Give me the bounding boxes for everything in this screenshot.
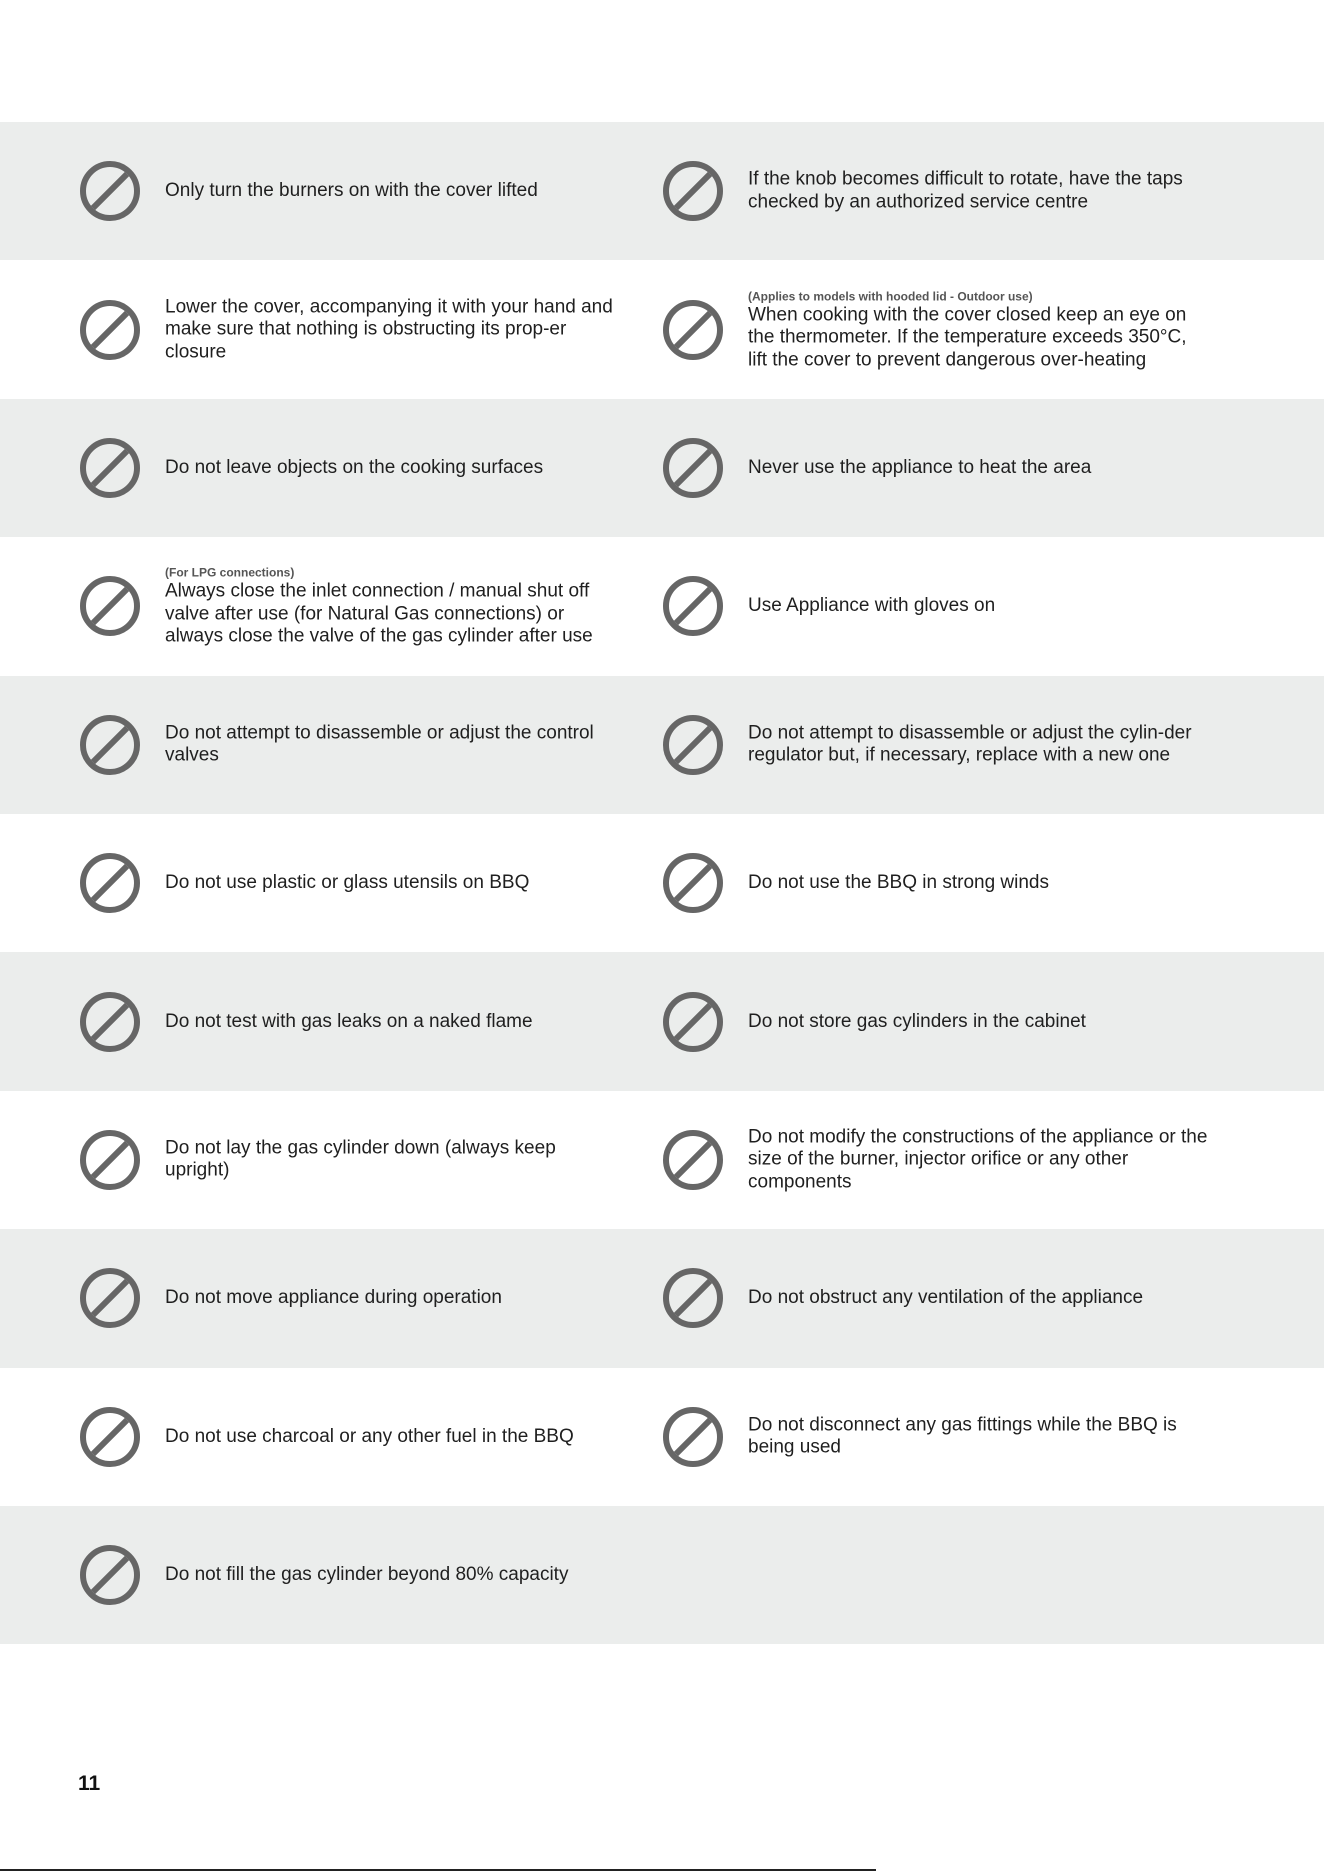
warning-text: Do not use charcoal or any other fuel in the BBQ [165,1425,574,1447]
warning-item [662,1091,1324,1229]
warning-text-block [165,1010,625,1033]
warning-text: Do not test with gas leaks on a naked flame [165,1010,533,1032]
warning-text-block [748,1287,1208,1310]
warning-text: Never use the appliance to heat the area [748,456,1092,478]
warning-text-block [748,1414,1208,1459]
warning-item [0,952,660,1090]
warning-row [0,1506,1324,1644]
warning-item [662,952,1324,1090]
warning-text: Do not store gas cylinders in the cabinet [748,1010,1086,1032]
warning-item [662,814,1324,952]
warning-text-block [748,1126,1208,1194]
warning-row [0,814,1324,952]
warning-text-block [165,1564,625,1587]
warning-text-block [165,296,625,364]
prohibition-icon [662,160,724,222]
warning-row [0,399,1324,537]
warning-item [0,399,660,537]
warning-row [0,122,1324,260]
prohibition-icon [79,1544,141,1606]
warning-item [662,260,1324,398]
warning-text-block [165,565,625,649]
prohibition-icon [662,1267,724,1329]
warning-text-block [748,595,1208,618]
prohibition-icon [79,1129,141,1191]
prohibition-icon [662,852,724,914]
warning-text: If the knob becomes difficult to rotate, have the taps checked by an authorized service centre [748,168,1183,213]
warning-text-block [165,1425,625,1448]
warning-item [0,122,660,260]
prohibition-icon [662,714,724,776]
warning-text-block [165,1137,625,1182]
prohibition-icon [79,437,141,499]
warning-note: (Applies to models with hooded lid - Outdoor use) [748,288,1033,303]
warning-item [0,676,660,814]
warning-row [0,1229,1324,1367]
warning-text: Do not attempt to disassemble or adjust the cylin-der regulator but, if necessary, replace with a new one [748,722,1192,766]
warning-text: Do not leave objects on the cooking surfaces [165,456,544,478]
prohibition-icon [79,575,141,637]
warning-text: Use Appliance with gloves on [748,595,996,617]
prohibition-icon [79,299,141,361]
warning-text: Do not modify the constructions of the appliance or the size of the burner, injector orifice or any other components [748,1126,1208,1193]
warning-text: Always close the inlet connection / manual shut off valve after use (for Natural Gas connections) or always close the valve of the gas cylinder after use [165,580,593,647]
warning-item [0,260,660,398]
warning-item [662,537,1324,675]
prohibition-icon [79,714,141,776]
warning-text-block [165,180,625,203]
warning-item [662,1229,1324,1367]
warning-text: When cooking with the cover closed keep an eye on the thermometer. If the temperature exceeds 350°C, lift the cover to prevent dangerous over-heating [748,303,1187,370]
warning-row [0,1368,1324,1506]
prohibition-icon [662,1129,724,1191]
warning-row [0,676,1324,814]
warning-text: Do not move appliance during operation [165,1287,502,1309]
warning-text: Only turn the burners on with the cover lifted [165,179,538,201]
warning-item [0,1229,660,1367]
warning-text: Do not use the BBQ in strong winds [748,871,1049,893]
warning-text-block [748,722,1208,767]
prohibition-icon [79,852,141,914]
warning-note: (For LPG connections) [165,565,295,580]
prohibition-icon [662,991,724,1053]
warning-item [662,1368,1324,1506]
warning-row [0,537,1324,675]
warning-text: Do not lay the gas cylinder down (always keep upright) [165,1137,556,1181]
warning-text-block [748,457,1208,480]
warning-text: Do not fill the gas cylinder beyond 80% capacity [165,1563,569,1585]
warning-item [0,814,660,952]
warning-text-block [748,288,1208,372]
warning-row [0,260,1324,398]
warning-text: Do not obstruct any ventilation of the appliance [748,1287,1144,1309]
warning-text: Do not use plastic or glass utensils on BBQ [165,871,530,893]
warning-text-block [165,872,625,895]
prohibition-icon [79,1267,141,1329]
warning-text-block [165,722,625,767]
warning-item [0,537,660,675]
prohibition-icon [662,1406,724,1468]
prohibition-icon [79,1406,141,1468]
warning-text: Do not disconnect any gas fittings while the BBQ is being used [748,1414,1177,1458]
page-number: 11 [78,1772,101,1795]
warning-text: Do not attempt to disassemble or adjust the control valves [165,722,594,766]
warning-text: Lower the cover, accompanying it with your hand and make sure that nothing is obstructing its prop-er closure [165,295,613,362]
prohibition-icon [79,991,141,1053]
warning-item [662,676,1324,814]
warning-text-block [748,1010,1208,1033]
warning-item [662,399,1324,537]
warning-item [0,1091,660,1229]
warning-text-block [748,872,1208,895]
warning-text-block [165,1287,625,1310]
warning-item [0,1506,660,1644]
warning-row [0,1091,1324,1229]
warning-row [0,952,1324,1090]
prohibition-icon [662,299,724,361]
safety-warnings-list [0,122,1324,1644]
warning-text-block [165,457,625,480]
warning-text-block [748,169,1208,214]
prohibition-icon [662,437,724,499]
prohibition-icon [79,160,141,222]
warning-item [0,1368,660,1506]
warning-item [662,122,1324,260]
bottom-rule [0,1869,876,1871]
prohibition-icon [662,575,724,637]
